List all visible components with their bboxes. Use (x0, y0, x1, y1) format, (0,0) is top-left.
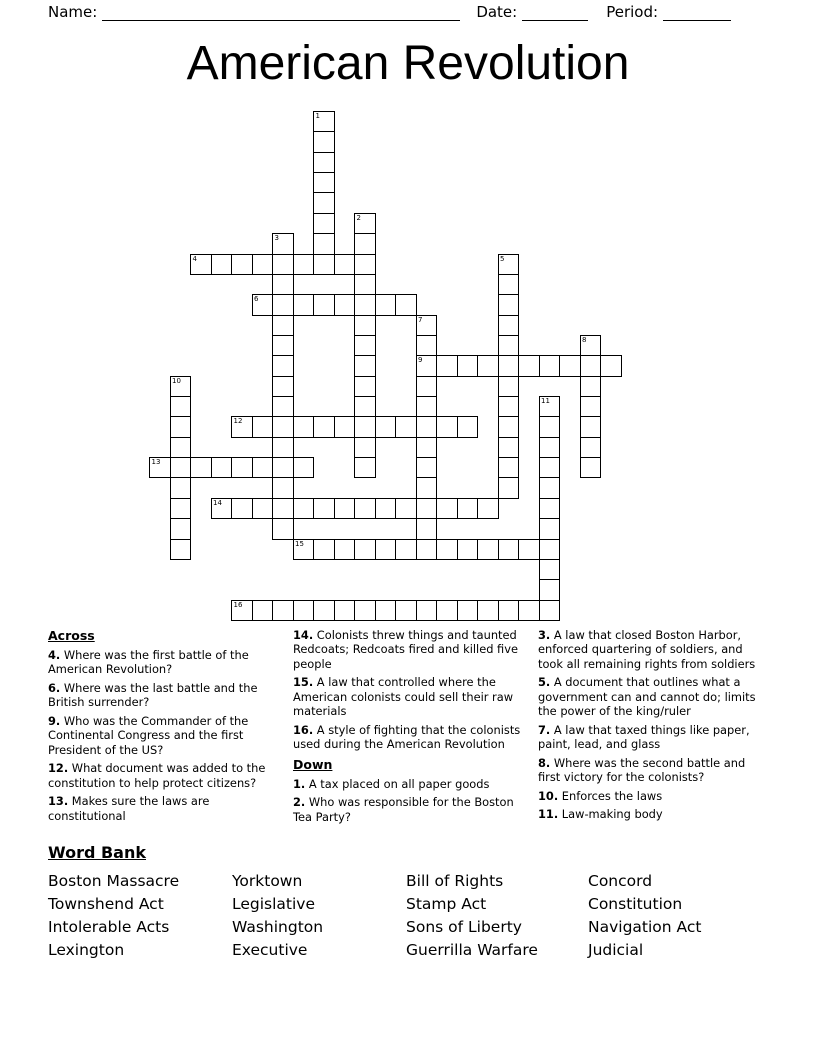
clue: 14. Colonists threw things and taunted Redcoats; Redcoats fired and killed five people (293, 628, 518, 671)
grid-cell (457, 355, 479, 376)
clue: 16. A style of fighting that the colonists used during the American Revolution (293, 722, 521, 752)
clue: 5. A document that outlines what a government can and cannot do; limits the power of the king/ruler (538, 675, 756, 719)
grid-cell (293, 539, 315, 560)
grid-cell (539, 477, 561, 498)
clue: 11. Law-making body (538, 807, 663, 822)
clue-number: 8. (538, 755, 551, 770)
grid-cell (293, 416, 315, 437)
grid-cell (539, 457, 561, 478)
grid-cell (313, 192, 335, 213)
name-label: Name: (48, 3, 98, 21)
clue: 8. Where was the second battle and first victory for the colonists? (538, 755, 746, 785)
grid-cell (498, 600, 520, 621)
grid-cell (416, 376, 438, 397)
grid-cell (559, 355, 581, 376)
grid-cell (272, 294, 294, 315)
grid-cell (313, 111, 335, 132)
grid-cell (272, 315, 294, 336)
grid-cell (334, 498, 356, 519)
grid-cell (354, 315, 376, 336)
grid-cell (498, 539, 520, 560)
grid-cell (416, 477, 438, 498)
grid-cell (354, 498, 376, 519)
grid-cell (416, 539, 438, 560)
grid-cell (252, 254, 274, 275)
grid-cell (477, 498, 499, 519)
grid-cell (334, 539, 356, 560)
grid-cell (580, 396, 602, 417)
grid-cell (190, 457, 212, 478)
grid-cell (170, 539, 192, 560)
word-bank-item: Executive (232, 941, 308, 959)
grid-cell (293, 457, 315, 478)
grid-cell (457, 498, 479, 519)
clue-number: 5. (538, 675, 551, 690)
cell-number: 5 (500, 254, 505, 263)
grid-cell (272, 600, 294, 621)
clue-number: 3. (538, 628, 551, 642)
grid-cell (170, 416, 192, 437)
grid-cell (272, 477, 294, 498)
clue: 6. Where was the last battle and the British surrender? (48, 680, 258, 710)
grid-cell (375, 416, 397, 437)
grid-cell (211, 254, 233, 275)
grid-cell (354, 437, 376, 458)
grid-cell (498, 376, 520, 397)
grid-cell (354, 416, 376, 437)
grid-cell (293, 254, 315, 275)
grid-cell (416, 600, 438, 621)
clue: 1. A tax placed on all paper goods (293, 776, 490, 791)
clues-section (48, 628, 772, 828)
clue-number: 4. (48, 648, 61, 662)
grid-cell (416, 498, 438, 519)
grid-cell (231, 254, 253, 275)
grid-cell (293, 600, 315, 621)
grid-cell (498, 437, 520, 458)
clue: 3. A law that closed Boston Harbor, enforced quartering of soldiers, and took all remaining rights from soldiers (538, 628, 756, 671)
grid-cell (354, 457, 376, 478)
clue: 4. Where was the first battle of the American Revolution? (48, 648, 249, 677)
grid-cell (539, 559, 561, 580)
grid-cell (313, 152, 335, 173)
word-bank-item: Townshend Act (48, 895, 164, 913)
grid-cell (293, 294, 315, 315)
cell-number: 4 (192, 254, 197, 263)
grid-cell (231, 600, 253, 621)
clue-number: 12. (48, 761, 69, 776)
grid-cell (498, 254, 520, 275)
grid-cell (252, 498, 274, 519)
grid-cell (539, 518, 561, 539)
grid-cell (354, 335, 376, 356)
grid-cell (539, 579, 561, 600)
grid-cell (416, 355, 438, 376)
grid-cell (354, 213, 376, 234)
grid-cell (354, 600, 376, 621)
grid-cell (231, 457, 253, 478)
grid-cell (334, 600, 356, 621)
clue-number: 10. (538, 788, 559, 803)
clue-number: 16. (293, 722, 314, 737)
grid-cell (498, 477, 520, 498)
grid-cell (477, 600, 499, 621)
grid-cell (170, 518, 192, 539)
grid-cell (580, 355, 602, 376)
cell-number: 1 (315, 112, 320, 120)
grid-cell (334, 294, 356, 315)
cell-number: 15 (295, 539, 304, 548)
clue-number: 1. (293, 776, 306, 791)
grid-cell (436, 498, 458, 519)
grid-cell (170, 498, 192, 519)
grid-cell (252, 457, 274, 478)
grid-cell (272, 335, 294, 356)
grid-cell (272, 254, 294, 275)
word-bank-item: Legislative (232, 895, 316, 913)
grid-cell (272, 518, 294, 539)
name-blank-line (102, 6, 460, 21)
grid-cell (457, 600, 479, 621)
grid-cell (313, 294, 335, 315)
cell-number: 8 (582, 335, 587, 344)
word-bank-item: Intolerable Acts (48, 918, 170, 936)
crossword-grid (149, 111, 649, 626)
word-bank-item: Navigation Act (588, 918, 702, 936)
grid-cell (539, 539, 561, 560)
grid-cell (354, 233, 376, 254)
cell-number: 2 (356, 213, 361, 222)
word-bank (48, 843, 770, 959)
grid-cell (354, 274, 376, 295)
header (48, 3, 770, 21)
cell-number: 7 (418, 315, 423, 324)
grid-cell (231, 416, 253, 437)
grid-cell (354, 294, 376, 315)
grid-cell (600, 355, 622, 376)
grid-cell (354, 539, 376, 560)
grid-cell (149, 457, 171, 478)
grid-cell (477, 539, 499, 560)
grid-cell (313, 498, 335, 519)
clue-number: 2. (293, 795, 306, 810)
grid-cell (395, 600, 417, 621)
grid-cell (580, 457, 602, 478)
grid-cell (272, 457, 294, 478)
grid-cell (518, 539, 540, 560)
clue-column (293, 628, 525, 828)
clue: 12. What document was added to the constitution to help protect citizens? (48, 761, 266, 790)
grid-cell (272, 355, 294, 376)
clue: 13. Makes sure the laws are constitutional (48, 794, 210, 823)
grid-cell (293, 498, 315, 519)
grid-cell (354, 396, 376, 417)
word-bank-item: Washington (232, 918, 324, 936)
grid-cell (252, 416, 274, 437)
grid-cell (498, 294, 520, 315)
clue-number: 7. (538, 722, 551, 737)
grid-cell (170, 477, 192, 498)
word-bank-item: Lexington (48, 941, 125, 959)
word-bank-item: Judicial (588, 941, 644, 959)
down-heading: Down (293, 756, 333, 772)
grid-cell (539, 355, 561, 376)
clue: 10. Enforces the laws (538, 788, 663, 803)
grid-cell (457, 539, 479, 560)
grid-cell (170, 457, 192, 478)
across-heading: Across (48, 628, 95, 643)
grid-cell (272, 498, 294, 519)
cell-number: 12 (233, 417, 243, 426)
grid-cell (375, 294, 397, 315)
grid-cell (518, 600, 540, 621)
grid-cell (375, 539, 397, 560)
grid-cell (354, 254, 376, 275)
word-bank-item: Boston Massacre (48, 872, 180, 890)
grid-cell (170, 376, 192, 397)
clue: 9. Who was the Commander of the Continental Congress and the first President of the US? (48, 713, 249, 757)
cell-number: 10 (172, 376, 181, 385)
grid-cell (539, 498, 561, 519)
grid-cell (395, 498, 417, 519)
grid-cell (313, 172, 335, 193)
grid-cell (231, 498, 253, 519)
grid-cell (580, 335, 602, 356)
word-bank-heading: Word Bank (48, 843, 147, 862)
grid-cell (436, 416, 458, 437)
grid-cell (375, 600, 397, 621)
grid-cell (313, 131, 335, 152)
grid-cell (272, 396, 294, 417)
word-bank-list (48, 872, 770, 959)
clue-column (48, 628, 280, 828)
grid-cell (518, 355, 540, 376)
grid-cell (416, 315, 438, 336)
clue-column (538, 628, 770, 828)
grid-cell (436, 539, 458, 560)
clue-number: 9. (48, 713, 61, 728)
grid-cell (539, 600, 561, 621)
grid-cell (498, 315, 520, 336)
grid-cell (416, 335, 438, 356)
grid-cell (313, 600, 335, 621)
grid-cell (498, 335, 520, 356)
word-bank-item: Guerrilla Warfare (406, 941, 538, 959)
period-blank-line (663, 6, 731, 21)
grid-cell (334, 254, 356, 275)
grid-cell (580, 437, 602, 458)
date-blank-line (522, 6, 588, 21)
cell-number: 9 (418, 356, 423, 365)
clue-number: 6. (48, 680, 61, 695)
grid-cell (272, 376, 294, 397)
cell-number: 13 (151, 458, 161, 467)
grid-cell (375, 498, 397, 519)
word-bank-item: Yorktown (232, 872, 303, 890)
grid-cell (539, 416, 561, 437)
grid-cell (395, 416, 417, 437)
word-bank-item: Concord (588, 872, 653, 890)
grid-cell (416, 437, 438, 458)
word-bank-item: Constitution (588, 895, 683, 913)
grid-cell (272, 233, 294, 254)
grid-cell (313, 233, 335, 254)
grid-cell (436, 600, 458, 621)
grid-cell (211, 457, 233, 478)
grid-cell (416, 457, 438, 478)
grid-cell (313, 416, 335, 437)
grid-cell (334, 416, 356, 437)
grid-cell (252, 294, 274, 315)
grid-cell (416, 396, 438, 417)
grid-cell (539, 437, 561, 458)
grid-cell (395, 294, 417, 315)
grid-cell (190, 254, 212, 275)
clue-number: 13. (48, 794, 69, 809)
grid-cell (272, 274, 294, 295)
grid-cell (211, 498, 233, 519)
clue-number: 14. (293, 628, 314, 642)
cell-number: 3 (274, 234, 279, 243)
word-bank-item: Sons of Liberty (406, 918, 522, 936)
grid-cell (313, 254, 335, 275)
grid-cell (395, 539, 417, 560)
cell-number: 11 (541, 397, 550, 406)
grid-cell (313, 539, 335, 560)
clue-number: 11. (538, 807, 559, 822)
clue-number: 15. (293, 675, 314, 690)
grid-cell (272, 416, 294, 437)
grid-cell (580, 416, 602, 437)
period-label: Period: (606, 3, 659, 21)
grid-cell (498, 416, 520, 437)
cell-number: 16 (233, 600, 243, 609)
clue: 7. A law that taxed things like paper, paint, lead, and glass (538, 722, 750, 752)
grid-cell (498, 457, 520, 478)
grid-cell (498, 355, 520, 376)
grid-cell (252, 600, 274, 621)
grid-cell (354, 376, 376, 397)
grid-cell (498, 274, 520, 295)
grid-cell (436, 355, 458, 376)
grid-cell (457, 416, 479, 437)
grid-cell (580, 376, 602, 397)
word-bank-item: Stamp Act (406, 895, 487, 913)
grid-cell (416, 518, 438, 539)
clue: 15. A law that controlled where the American colonists could sell their raw materials (293, 675, 514, 719)
grid-cell (170, 396, 192, 417)
grid-cell (498, 396, 520, 417)
cell-number: 6 (254, 295, 259, 304)
grid-cell (416, 416, 438, 437)
page-title: American Revolution (186, 37, 630, 90)
grid-cell (313, 213, 335, 234)
grid-cell (539, 396, 561, 417)
grid-cell (354, 355, 376, 376)
grid-cell (272, 437, 294, 458)
clue: 2. Who was responsible for the Boston Tea Party? (293, 795, 514, 824)
date-label: Date: (476, 3, 518, 21)
word-bank-item: Bill of Rights (406, 872, 504, 890)
grid-cell (170, 437, 192, 458)
cell-number: 14 (213, 498, 222, 507)
grid-cell (477, 355, 499, 376)
